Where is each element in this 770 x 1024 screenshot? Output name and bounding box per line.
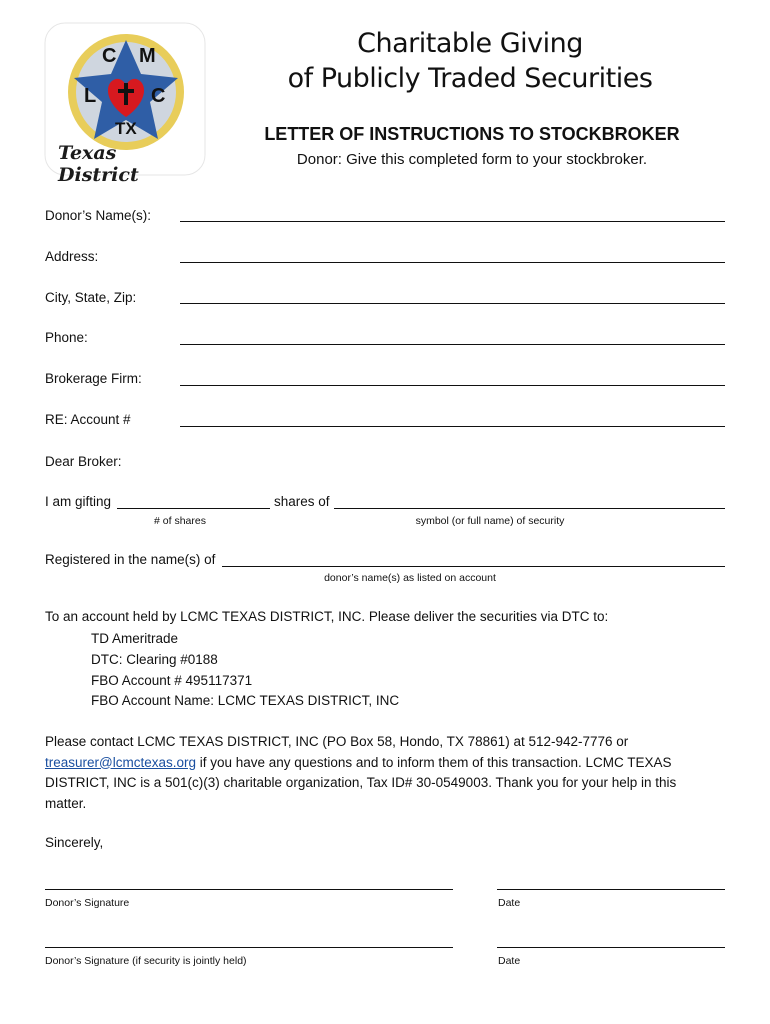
logo-letter-c2: C [151, 85, 166, 107]
date-label-2: Date [498, 955, 521, 967]
logo-letter-c1: C [102, 45, 117, 67]
joint-signature-label: Donor’s Signature (if security is jointly held) [45, 955, 247, 967]
letter-heading: LETTER OF INSTRUCTIONS TO STOCKBROKER [264, 124, 680, 144]
greeting: Dear Broker: [45, 454, 122, 469]
logo-letter-m: M [139, 45, 156, 67]
account-line-fbo-number: FBO Account # 495117371 [91, 672, 253, 688]
shares-count-field[interactable] [117, 508, 270, 509]
shares-caption: # of shares [154, 515, 206, 527]
contact-text-1: Please contact LCMC TEXAS DISTRICT, INC (PO Box 58, Hondo, TX 78861) at 512-942-7776 or [45, 734, 629, 749]
symbol-caption: symbol (or full name) of security [415, 515, 565, 527]
address-field[interactable] [180, 262, 725, 263]
title-line-1: Charitable Giving [357, 28, 583, 59]
account-line-broker: TD Ameritrade [91, 631, 179, 646]
logo-district-text: Texas District [58, 142, 139, 186]
closing: Sincerely, [45, 835, 104, 850]
account-lines [91, 629, 399, 712]
phone-label: Phone: [45, 330, 88, 345]
account-number-field[interactable] [180, 426, 725, 427]
registered-caption: donor’s name(s) as listed on account [324, 572, 496, 584]
contact-paragraph [45, 732, 705, 814]
security-symbol-field[interactable] [334, 508, 725, 509]
gift-middle: shares of [274, 494, 330, 509]
date-line-2[interactable] [497, 947, 725, 948]
gift-prefix: I am gifting [45, 494, 112, 509]
donor-name-field[interactable] [180, 221, 725, 222]
city-state-zip-field[interactable] [180, 303, 725, 304]
phone-field[interactable] [180, 344, 725, 345]
date-label-1: Date [498, 897, 521, 909]
city-state-zip-label: City, State, Zip: [45, 290, 137, 305]
donor-signature-label: Donor’s Signature [45, 897, 130, 909]
joint-signature-line[interactable] [45, 947, 453, 948]
registered-name-field[interactable] [222, 566, 725, 567]
account-number-label: RE: Account # [45, 412, 131, 427]
title-line-2: of Publicly Traded Securities [287, 63, 653, 94]
treasurer-email-link[interactable]: treasurer@lcmctexas.org [45, 754, 196, 770]
registered-prefix: Registered in the name(s) of [45, 552, 216, 567]
brokerage-firm-label: Brokerage Firm: [45, 371, 142, 386]
logo-letter-l: L [84, 85, 97, 107]
brokerage-firm-field[interactable] [180, 385, 725, 386]
contact-text-2: if you have any questions and to inform them of this transaction. LCMC TEXAS DISTRICT, INC is a 501(c)(3) charitable organization, Tax ID# 30-0549003. Thank you for your help in this matter. [45, 754, 677, 811]
account-intro: To an account held by LCMC TEXAS DISTRICT, INC. Please deliver the securities via DTC to: [45, 609, 609, 624]
letter-subheading: Donor: Give this completed form to your stockbroker. [296, 151, 648, 168]
donor-name-label: Donor’s Name(s): [45, 208, 152, 223]
donor-signature-line[interactable] [45, 889, 453, 890]
address-label: Address: [45, 249, 99, 264]
logo-letter-tx: TX [115, 119, 137, 138]
account-line-fbo-name: FBO Account Name: LCMC TEXAS DISTRICT, INC [91, 693, 400, 709]
date-line-1[interactable] [497, 889, 725, 890]
account-line-dtc: DTC: Clearing #0188 [91, 651, 218, 667]
